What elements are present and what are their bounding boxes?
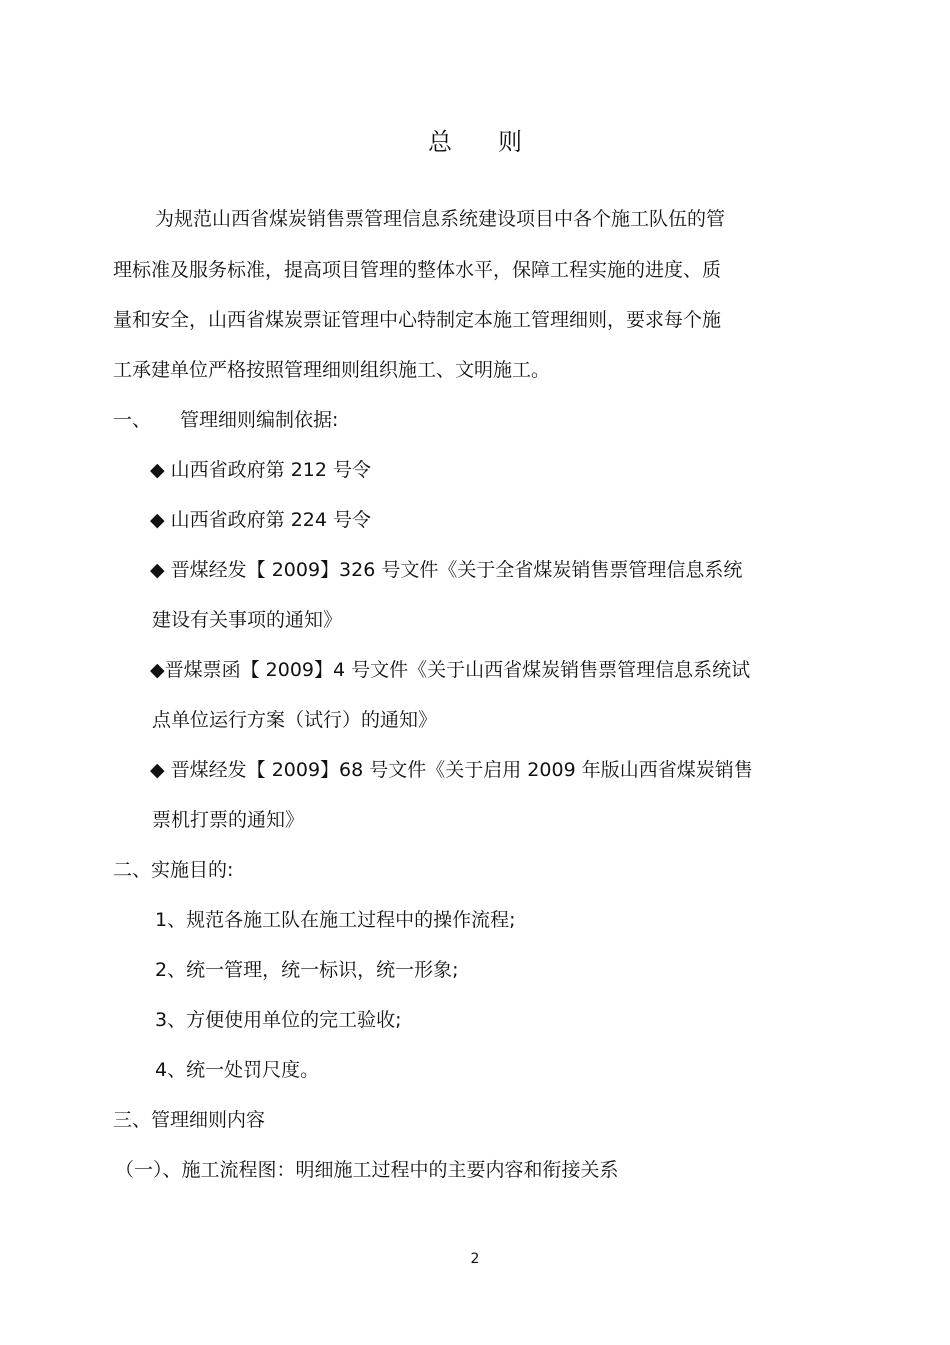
basis-item-2: ◆ 山西省政府第 224 号令 xyxy=(150,509,371,531)
section-3-sub-heading: （一）、施工流程图：明细施工过程中的主要内容和衔接关系 xyxy=(115,1159,619,1181)
section-2-heading: 二、实施目的: xyxy=(113,859,234,881)
basis-item-4: ◆晋煤票函【 2009】4 号文件《关于山西省煤炭销售票管理信息系统试 xyxy=(150,659,751,681)
purpose-item-1: 1、规范各施工队在施工过程中的操作流程; xyxy=(155,909,516,931)
basis-item-3: ◆ 晋煤经发【 2009】326 号文件《关于全省煤炭销售票管理信息系统 xyxy=(150,559,743,581)
intro-line-1: 为规范山西省煤炭销售票管理信息系统建设项目中各个施工队伍的管 xyxy=(155,208,726,230)
basis-item-1: ◆ 山西省政府第 212 号令 xyxy=(150,459,371,481)
section-1-number: 一、 xyxy=(113,409,152,431)
title-char-2: 则 xyxy=(498,128,522,156)
basis-item-5-cont: 票机打票的通知》 xyxy=(152,809,305,831)
basis-item-3-cont: 建设有关事项的通知》 xyxy=(152,609,343,631)
purpose-item-3: 3、方便使用单位的完工验收; xyxy=(155,1009,402,1031)
intro-line-3: 量和安全，山西省煤炭票证管理中心特制定本施工管理细则，要求每个施 xyxy=(113,309,722,331)
basis-item-4-cont: 点单位运行方案（试行）的通知》 xyxy=(152,709,438,731)
page-title xyxy=(0,122,950,157)
page-number: 2 xyxy=(470,1251,480,1267)
basis-item-5: ◆ 晋煤经发【 2009】68 号文件《关于启用 2009 年版山西省煤炭销售 xyxy=(150,759,753,781)
purpose-item-4: 4、统一处罚尺度。 xyxy=(155,1059,320,1081)
intro-line-2: 理标准及服务标准，提高项目管理的整体水平，保障工程实施的进度、质 xyxy=(113,259,722,281)
title-char-1: 总 xyxy=(428,128,452,156)
section-1-heading: 管理细则编制依据: xyxy=(180,409,339,431)
section-3-heading: 三、管理细则内容 xyxy=(113,1109,266,1131)
purpose-item-2: 2、统一管理，统一标识，统一形象; xyxy=(155,959,459,981)
intro-line-4: 工承建单位严格按照管理细则组织施工、文明施工。 xyxy=(113,359,551,381)
